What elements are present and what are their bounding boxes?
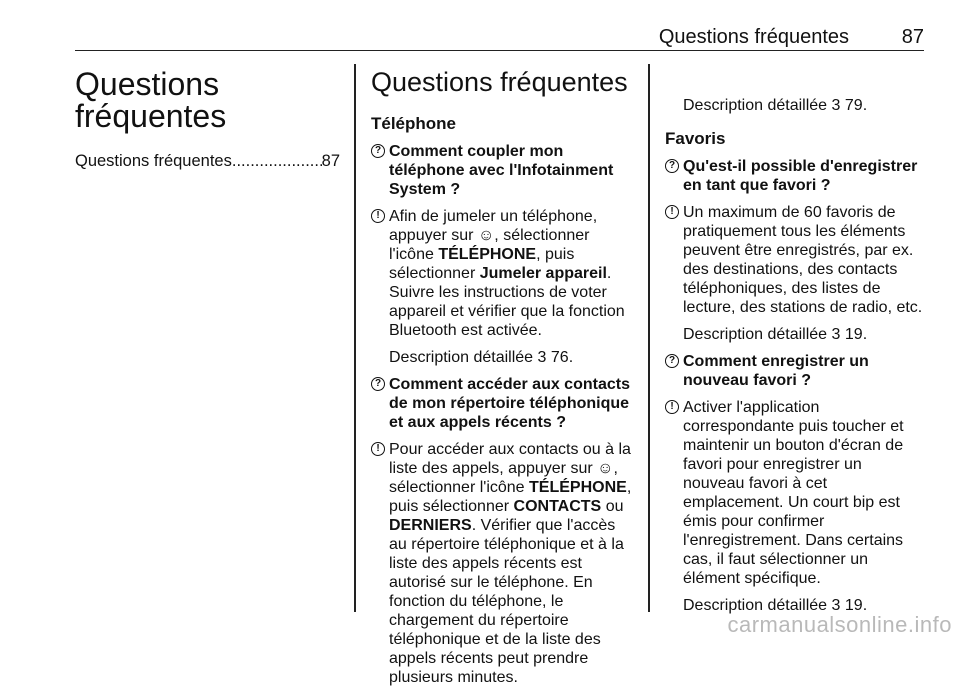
toc-entry[interactable] — [75, 152, 340, 171]
reference-telephone-2: Description détaillée 3 79. — [683, 97, 868, 114]
telephone-heading: Téléphone — [371, 114, 457, 133]
content-column-2 — [665, 64, 927, 615]
answer-favoris-1: ! Un maximum de 60 favoris de pratiquement tous les éléments peuvent être enregistrés, par ex. des destinations, des contacts téléphoniques, des listes de lecture, des stations de radio, etc. — [665, 203, 927, 317]
chapter-title: Questions fréquentes — [75, 66, 227, 134]
reference-telephone-1: Description détaillée 3 76. — [389, 349, 574, 366]
answer-icon: ! — [665, 205, 679, 219]
answer-icon: ! — [371, 209, 385, 223]
question-icon: ? — [371, 144, 385, 158]
column-divider-1 — [354, 64, 356, 612]
question-icon: ? — [665, 159, 679, 173]
watermark: carmanualsonline.info — [727, 612, 952, 637]
section-heading: Questions fréquentes — [371, 67, 628, 97]
reference-favoris-1: Description détaillée 3 19. — [683, 326, 868, 343]
reference-arrow-icon: 3 — [831, 597, 841, 614]
question-favoris-1: ? Qu'est-il possible d'enregistrer en tant que favori ? — [665, 157, 927, 195]
phone-icon: ☺ — [477, 227, 495, 244]
question-icon: ? — [371, 377, 385, 391]
phone-icon: ☺ — [597, 460, 614, 477]
page-header — [75, 26, 924, 51]
header-page-number: 87 — [901, 26, 924, 48]
reference-arrow-icon: 3 — [537, 349, 547, 366]
toc-page: 87 — [321, 152, 340, 170]
question-icon: ? — [665, 354, 679, 368]
answer-icon: ! — [665, 400, 679, 414]
answer-telephone-1: ! Afin de jumeler un téléphone, appuyer sur ☺, sélectionner l'icône TÉLÉPHONE, puis sélectionner Jumeler appareil. Suivre les instructions de voter appareil et vérifier que la fonction Bluetooth est activée. — [371, 207, 636, 340]
reference-favoris-2: Description détaillée 3 19. — [683, 597, 868, 614]
header-title: Questions fréquentes — [658, 26, 849, 48]
answer-telephone-2: ! Pour accéder aux contacts ou à la liste des appels, appuyer sur ☺, sélectionner l'icône TÉLÉPHONE, puis sélectionner CONTACTS ou DERNIERS. Vérifier que l'accès au répertoire téléphonique et à la liste des appels récents est autorisé sur le téléphone. En fonction du téléphone, le chargement du répertoire téléphonique et de la liste des appels récents peut prendre plusieurs minutes. — [371, 440, 636, 687]
content-column-1 — [371, 64, 636, 687]
reference-arrow-icon: 3 — [831, 326, 841, 343]
chapter-column — [75, 64, 340, 171]
column-divider-2 — [648, 64, 650, 612]
toc-label: Questions fréquentes — [75, 152, 232, 170]
toc-leader — [232, 152, 322, 171]
answer-icon: ! — [371, 442, 385, 456]
question-telephone-1: ? Comment coupler mon téléphone avec l'Infotainment System ? — [371, 142, 636, 199]
favoris-heading: Favoris — [665, 129, 726, 148]
question-favoris-2: ? Comment enregistrer un nouveau favori ? — [665, 352, 927, 390]
answer-favoris-2: ! Activer l'application correspondante puis toucher et maintenir un bouton d'écran de favori pour enregistrer un nouveau favori à cet emplacement. Un court bip est émis pour confirmer l'enregistrement. Dans certains cas, il faut sélectionner un élément spécifique. — [665, 398, 927, 588]
question-telephone-2: ? Comment accéder aux contacts de mon répertoire téléphonique et aux appels récents ? — [371, 375, 636, 432]
reference-arrow-icon: 3 — [831, 97, 841, 114]
